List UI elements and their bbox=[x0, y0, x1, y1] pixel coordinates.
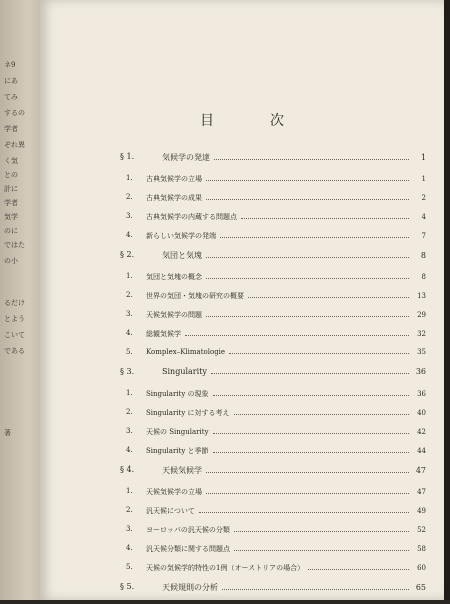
toc-leader-dots bbox=[220, 236, 409, 238]
toc-number: 1. bbox=[126, 389, 133, 397]
toc-page-number: 13 bbox=[412, 292, 426, 300]
toc-number: 2. bbox=[126, 193, 133, 201]
left-page-text-fragment: 学者 bbox=[4, 125, 18, 133]
left-page-text-fragment: く気 bbox=[4, 157, 18, 165]
toc-label: 古典気候学の立場 bbox=[146, 175, 202, 183]
toc-number: 1. bbox=[126, 487, 133, 495]
toc-entry bbox=[126, 446, 426, 465]
toc-number: 3. bbox=[126, 427, 133, 435]
left-page-edge bbox=[0, 0, 40, 600]
toc-entry bbox=[126, 310, 426, 329]
toc-page-number: 29 bbox=[412, 311, 426, 319]
toc-page-number: 44 bbox=[412, 447, 426, 455]
toc-number: § 4. bbox=[120, 465, 135, 474]
toc-leader-dots bbox=[234, 530, 409, 532]
left-page-text-fragment: である bbox=[4, 347, 25, 355]
toc-entry bbox=[126, 427, 426, 446]
toc-page-number: 32 bbox=[412, 330, 426, 338]
left-page-text-fragment: てみ bbox=[4, 93, 18, 101]
title-char-2: 次 bbox=[270, 113, 284, 129]
toc-page-number: 8 bbox=[412, 251, 426, 260]
toc-number: § 1. bbox=[120, 152, 135, 161]
toc-leader-dots bbox=[206, 198, 409, 200]
toc-page-number: 7 bbox=[412, 232, 426, 240]
toc-section bbox=[120, 250, 426, 272]
toc-label: 天候気候学の立場 bbox=[146, 488, 202, 496]
toc-label: 気団と気塊 bbox=[162, 251, 202, 260]
left-page-text-fragment: るだけ bbox=[4, 299, 25, 307]
toc-page-number: 47 bbox=[412, 466, 426, 475]
toc-leader-dots bbox=[206, 277, 409, 279]
toc-page-number: 8 bbox=[412, 273, 426, 281]
book-page bbox=[40, 0, 444, 600]
toc-page-number: 58 bbox=[412, 545, 426, 553]
toc-section bbox=[120, 152, 426, 174]
toc-label: 天候規則の分析 bbox=[162, 583, 218, 592]
toc-label: Singularity に対する考え bbox=[146, 409, 230, 417]
toc-leader-dots bbox=[308, 568, 409, 570]
toc-leader-dots bbox=[229, 352, 409, 354]
toc-entry bbox=[126, 291, 426, 310]
toc-number: 5. bbox=[126, 348, 133, 356]
toc-label: 新らしい気候学の発端 bbox=[146, 232, 216, 240]
toc-entry bbox=[126, 544, 426, 563]
left-page-text-fragment: のに bbox=[4, 227, 18, 235]
toc-leader-dots bbox=[214, 158, 409, 160]
toc-label: Singularity bbox=[162, 367, 207, 376]
toc-entry bbox=[126, 193, 426, 212]
toc-entry bbox=[126, 408, 426, 427]
toc-label: 総観気候学 bbox=[146, 330, 181, 338]
toc-label: ヨーロッパの汎天候の分類 bbox=[146, 526, 230, 534]
toc-number: 2. bbox=[126, 506, 133, 514]
toc-number: 1. bbox=[126, 272, 133, 280]
toc-number: 3. bbox=[126, 212, 133, 220]
left-page-text-fragment: との bbox=[4, 171, 18, 179]
left-page-text-fragment: 著 bbox=[4, 429, 11, 437]
toc-label: 天候気候学の問題 bbox=[146, 311, 202, 319]
toc-section bbox=[120, 582, 426, 604]
left-page-text-fragment: の小 bbox=[4, 257, 18, 265]
toc-page-number: 2 bbox=[412, 194, 426, 202]
title-char-1: 目 bbox=[200, 113, 214, 129]
toc-page-number: 1 bbox=[412, 153, 426, 162]
toc-page-number: 52 bbox=[412, 526, 426, 534]
toc-leader-dots bbox=[206, 179, 409, 181]
toc-leader-dots bbox=[206, 471, 409, 473]
toc-page-number: 60 bbox=[412, 564, 426, 572]
toc-page-number: 36 bbox=[412, 390, 426, 398]
toc-label: 古典気候学の成果 bbox=[146, 194, 202, 202]
toc-entry bbox=[126, 231, 426, 250]
left-page-text-fragment: にあ bbox=[4, 77, 18, 85]
toc-page-number: 65 bbox=[412, 583, 426, 592]
toc-number: 2. bbox=[126, 408, 133, 416]
toc-number: 3. bbox=[126, 310, 133, 318]
toc-label: Singularity の現象 bbox=[146, 390, 209, 398]
toc-page-number: 42 bbox=[412, 428, 426, 436]
toc-number: § 3. bbox=[120, 367, 135, 376]
toc-page-number: 36 bbox=[412, 367, 426, 376]
toc-leader-dots bbox=[185, 334, 409, 336]
page-shadow-edge bbox=[444, 0, 450, 600]
left-page-text-fragment: ぞれ異 bbox=[4, 141, 25, 149]
toc-number: 5. bbox=[126, 563, 133, 571]
toc-label: 古典気候学の内蔵する問題点 bbox=[146, 213, 237, 221]
toc-leader-dots bbox=[213, 451, 409, 453]
left-page-text-fragment: するの bbox=[4, 109, 25, 117]
toc-section bbox=[120, 465, 426, 487]
toc-leader-dots bbox=[206, 315, 409, 317]
left-page-text-fragment: ではた bbox=[4, 241, 25, 249]
toc-leader-dots bbox=[199, 511, 409, 513]
toc-entry bbox=[126, 174, 426, 193]
toc-label: Singularity と季節 bbox=[146, 447, 209, 455]
toc-leader-dots bbox=[206, 256, 409, 258]
toc-section bbox=[120, 367, 426, 389]
toc-label: 気団と気塊の概念 bbox=[146, 273, 202, 281]
left-page-text-fragment: 計に bbox=[4, 185, 18, 193]
toc-label: 世界の気団・気塊の研究の概要 bbox=[146, 292, 244, 300]
toc-leader-dots bbox=[206, 492, 409, 494]
toc-entry bbox=[126, 506, 426, 525]
toc-leader-dots bbox=[211, 372, 409, 374]
left-page-text-fragment: こいて bbox=[4, 331, 25, 339]
left-page-text-fragment: 学者 bbox=[4, 199, 18, 207]
toc-entry bbox=[126, 389, 426, 408]
toc-leader-dots bbox=[248, 296, 409, 298]
toc-number: 1. bbox=[126, 174, 133, 182]
toc-label: 気候学の発達 bbox=[162, 153, 210, 162]
toc-page-number: 4 bbox=[412, 213, 426, 221]
toc-entry bbox=[126, 563, 426, 582]
toc-number: 4. bbox=[126, 231, 133, 239]
toc-leader-dots bbox=[213, 394, 409, 396]
left-page-text-fragment: 気学 bbox=[4, 213, 18, 221]
toc-page-number: 40 bbox=[412, 409, 426, 417]
toc-number: 4. bbox=[126, 446, 133, 454]
toc-entry bbox=[126, 525, 426, 544]
toc-number: 4. bbox=[126, 329, 133, 337]
toc-number: 4. bbox=[126, 544, 133, 552]
page-title bbox=[40, 110, 444, 130]
toc-number: § 2. bbox=[120, 250, 135, 259]
toc-leader-dots bbox=[241, 217, 409, 219]
toc-page-number: 1 bbox=[412, 175, 426, 183]
toc-page-number: 35 bbox=[412, 348, 426, 356]
toc-leader-dots bbox=[234, 413, 409, 415]
toc-number: 3. bbox=[126, 525, 133, 533]
toc-label: Komplex–Klimatologie bbox=[146, 348, 226, 356]
toc-label: 天候気候学 bbox=[162, 466, 202, 475]
toc-label: 天候の Singularity bbox=[146, 428, 209, 436]
left-page-text-fragment: とよう bbox=[4, 315, 25, 323]
toc-leader-dots bbox=[234, 549, 409, 551]
toc-label: 天候の気候学的特性の1例（オーストリアの場合） bbox=[146, 564, 305, 572]
toc-page-number: 47 bbox=[412, 488, 426, 496]
toc-entry bbox=[126, 329, 426, 348]
toc-number: 2. bbox=[126, 291, 133, 299]
toc-entry bbox=[126, 487, 426, 506]
toc-label: 汎天候について bbox=[146, 507, 195, 515]
toc-entry bbox=[126, 272, 426, 291]
toc-leader-dots bbox=[222, 588, 409, 590]
toc-leader-dots bbox=[213, 432, 409, 434]
table-of-contents bbox=[120, 152, 426, 604]
toc-entry bbox=[126, 348, 426, 367]
toc-number: § 5. bbox=[120, 582, 135, 591]
toc-page-number: 49 bbox=[412, 507, 426, 515]
left-page-text-fragment: ネ9 bbox=[4, 61, 16, 69]
toc-entry bbox=[126, 212, 426, 231]
toc-label: 汎天候分類に関する問題点 bbox=[146, 545, 230, 553]
